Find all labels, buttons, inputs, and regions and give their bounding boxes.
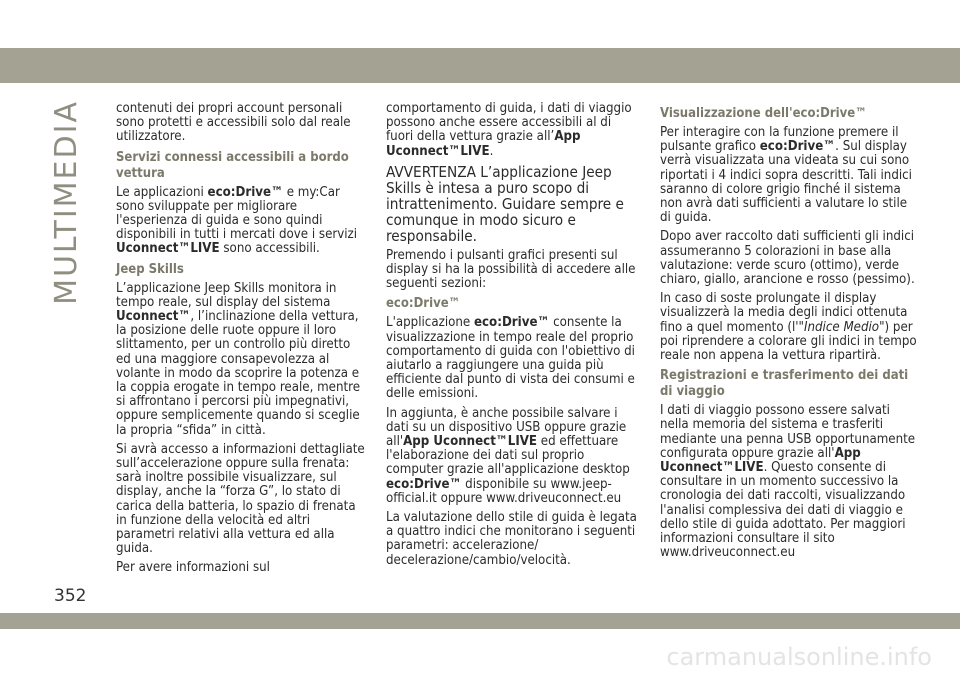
paragraph: Si avrà accesso a informazioni dettagliate sull’accelerazione oppure sulla frenata: sarà inoltre possibile visualizzare, sul display, anche la “forza G”, lo stato di carica della batteria, lo spazio di frenata in funzione della velocità ed altri parametri relativi alla vettura ed alla guida. (116, 441, 365, 557)
column-2 (386, 102, 638, 573)
paragraph: Le applicazioni eco:Drive™ e my:Car sono sviluppate per migliorare l'esperienza di guida e sono quindi disponibili in tutti i mercati dove i servizi Uconnect™LIVE sono accessibili. (116, 184, 358, 257)
paragraph: Per avere informazioni sul (116, 560, 270, 576)
paragraph: Dopo aver raccolto dati sufficienti gli indici assumeranno 5 colorazioni in base alla valutazione: verde scuro (ottimo), verde chiaro, giallo, arancione e rosso (pessimo). (660, 229, 915, 288)
heading-servizi-connessi: Servizi connessi accessibili a bordo vettura (116, 149, 349, 181)
watermark: carmanualsonline.info (666, 643, 932, 671)
paragraph: I dati di viaggio possono essere salvati nella memoria del sistema e trasferiti mediante una penna USB opportunamente configurata oppure grazie all'App Uconnect™LIVE. Questo consente di consultare in un momento successivo la cronologia dei dati raccolti, visualizzando l'analisi complessiva dei dati di viaggio e dello stile di guida adottato. Per maggiori informazioni consultare il sito www.driveuconnect.eu (660, 403, 916, 561)
section-tab (36, 100, 96, 305)
paragraph: Premendo i pulsanti grafici presenti sul display si ha la possibilità di accedere alle seguenti sezioni: (386, 247, 636, 292)
heading-jeep-skills: Jeep Skills (116, 261, 184, 277)
section-tab-label: MULTIMEDIA (48, 100, 84, 305)
paragraph: In caso di soste prolungate il display visualizzerà la media degli indici ottenuta fino a quel momento (l'"Indice Medio") per poi riprendere a colorare gli indici in tempo reale non appena la vettura ripartirà. (660, 291, 917, 364)
column-3 (660, 102, 918, 565)
paragraph: contenuti dei propri account personali sono protetti e accessibili solo dal reale utilizzatore. (116, 101, 351, 145)
warning-text: AVVERTENZA L’applicazione Jeep Skills è intesa a puro scopo di intrattenimento. Guidare sempre e comunque in modo sicuro e responsabile. (386, 162, 624, 245)
paragraph: L’applicazione Jeep Skills monitora in tempo reale, sul display del sistema Uconnect™, l’inclinazione della vettura, la posizione delle ruote oppure il loro slittamento, per un controllo più diretto ed una maggiore consapevolezza al volante in modo da scoprire la potenza e la coppia erogate in tempo reale, mentre si affrontano i percorsi più impegnativi, oppure semplicemente quando si sceglie la propria “sfida” in città. (116, 280, 361, 438)
paragraph: comportamento di guida, i dati di viaggio possono anche essere accessibili al di fuori della vettura grazie all’App Uconnect™LIVE. (386, 101, 632, 159)
heading-visualizzazione: Visualizzazione dell'eco:Drive™ (660, 106, 867, 121)
header-band (0, 48, 960, 83)
paragraph: In aggiunta, è anche possibile salvare i dati su un dispositivo USB oppure grazie all'App Uconnect™LIVE ed effettuare l'elaborazione dei dati sul proprio computer grazie all'applicazione desktop eco:Drive™ disponibile su www.jeep-official.it oppure www.driveuconnect.eu (386, 405, 630, 506)
heading-eco-drive: eco:Drive™ (386, 296, 461, 312)
paragraph: Per interagire con la funzione premere il pulsante grafico eco:Drive™. Sul display verrà visualizzata una videata su cui sono riportati i 4 indici sopra descritti. Tali indici saranno di colore grigio finché il sistema non avrà dati sufficienti a valutare lo stile di guida. (660, 125, 912, 226)
column-1 (116, 102, 368, 581)
paragraph: L'applicazione eco:Drive™ consente la visualizzazione in tempo reale del proprio comportamento di guida con l'obiettivo di aiutarlo a raggiungere una guida più efficiente dal punto di vista dei consumi e delle emissioni. (386, 315, 635, 402)
header-bar (0, 0, 960, 87)
footer-bar (0, 613, 960, 629)
paragraph: La valutazione dello stile di guida è legata a quattro indici che monitorano i seguenti parametri: accelerazione/ decelerazione/cambio/velocità. (386, 510, 637, 568)
page-number: 352 (54, 586, 87, 606)
heading-registrazioni: Registrazioni e trasferimento dei dati di viaggio (660, 368, 909, 400)
